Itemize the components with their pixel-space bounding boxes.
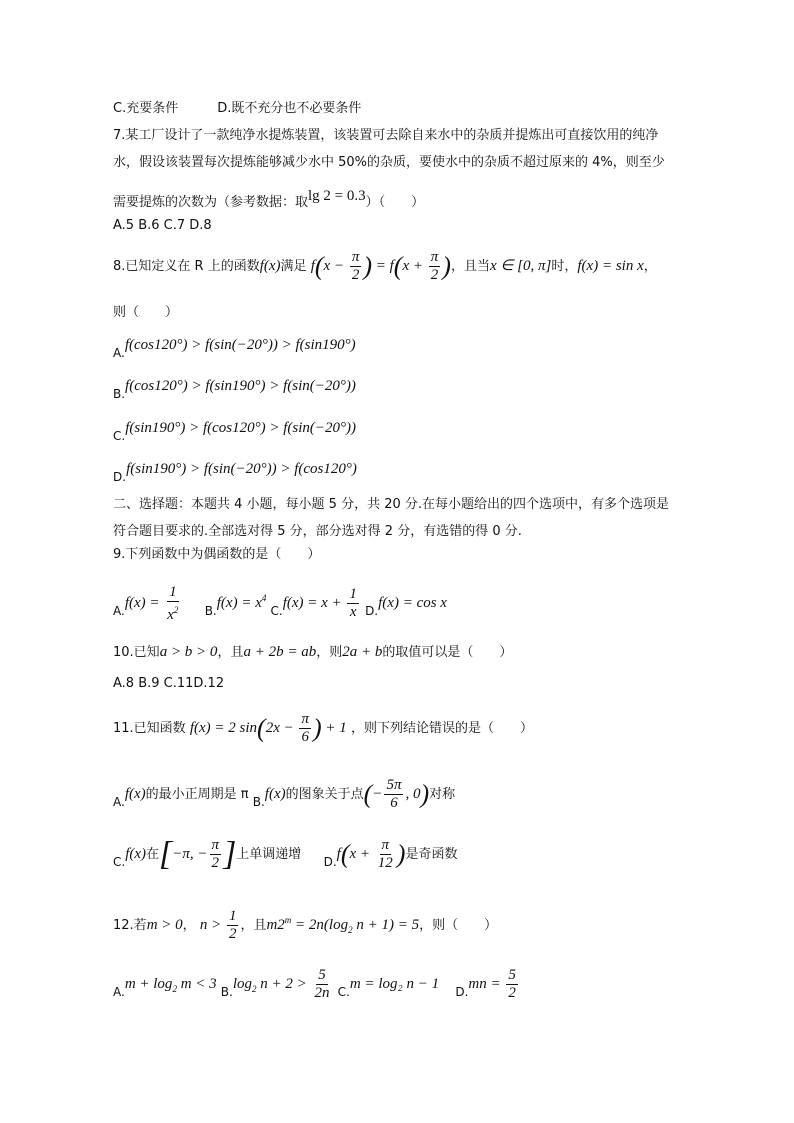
q7-reference-formula: lg 2 = 0.3 bbox=[308, 188, 366, 204]
q11-interval: [−π, − $\frac{\pi}{2}$ ] bbox=[159, 835, 237, 873]
q9-option-b: $f(x) = x^4$ bbox=[216, 593, 267, 611]
q11-shifted-function: f(x + $\frac{\pi}{12}$ ) bbox=[336, 837, 406, 872]
q10-options: A.8 B.9 C.11D.12 bbox=[113, 676, 225, 691]
q12-stem: 12.若m > 0， n > $\frac{1}{2}$ ，且$m2^m = 2n(\log_2$ n + 1) = 5，则（ ） bbox=[113, 908, 498, 943]
q12-n-condition: n > $\frac{1}{2}$ bbox=[199, 908, 237, 943]
q11-function: f(x) = 2 sin(2x − $\frac{\pi}{6}$ ) + 1 bbox=[189, 711, 347, 746]
q7-line3: 需要提炼的次数为（参考数据：取lg 2 = 0.3）（ ） bbox=[113, 188, 425, 210]
q6-options-cd: C.充要条件 D.既不充分也不必要条件 bbox=[113, 101, 362, 116]
q10-stem: 10.已知a > b > 0，且a + 2b = ab，则2a + b的取值可以是（ ） bbox=[113, 644, 513, 660]
q8-symmetry-equation: f(x − $\frac{\pi}{2}$ ) = f(x + $\frac{\pi}{2}$ ) bbox=[310, 249, 451, 284]
q8-option-c: C.f(sin190°) > f(cos120°) > f(sin(−20°)) bbox=[113, 420, 357, 443]
q12-option-b: $\log_2 n + 2$ > $\frac{5}{2n}$ bbox=[232, 967, 330, 1002]
q9-options: A.f(x) = $\frac{1}{x^2}$ $B.f(x) = x^4$ C.f(x) = x + $\frac{1}{x}$ D.f(x) = cos x bbox=[113, 583, 447, 623]
q7-line1: 7.某工厂设计了一款纯净水提炼装置，该装置可去除自来水中的杂质并提炼出可直接饮用的纯净 bbox=[113, 128, 659, 143]
q8-option-d: D.f(sin190°) > f(sin(−20°)) > f(cos120°) bbox=[113, 461, 357, 484]
q9-option-c: f(x) = x + $\frac{1}{x}$ bbox=[282, 586, 357, 621]
q8-option-a: A.f(cos120°) > f(sin(−20°)) > f(sin190°) bbox=[113, 337, 356, 360]
q12-option-c: m = log₂ n − 1 bbox=[349, 976, 440, 992]
q11-options-ab: A.f(x)的最小正周期是 π B.f(x)的图象关于点(− $\frac{5\pi}{6}$ , 0)对称 bbox=[113, 777, 456, 812]
section2-heading-line1: 二、选择题：本题共 4 小题，每小题 5 分，共 20 分.在每小题给出的四个选项中，有多个选项是 bbox=[113, 497, 670, 512]
q8-option-b: B.f(cos120°) > f(sin190°) > f(sin(−20°)) bbox=[113, 378, 356, 401]
q12-option-d: mn = $\frac{5}{2}$ bbox=[468, 967, 516, 1002]
q8-ask: 则（ ） bbox=[113, 305, 179, 320]
q9-option-a: f(x) = $\frac{1}{x^2}$ bbox=[124, 583, 179, 623]
q8-stem: 8.已知定义在 R 上的函数f(x)满足 f(x − $\frac{\pi}{2}$ ) = f(x + $\frac{\pi}{2}$ )，且当x ∈ [0, π]时，f(x) = sin x， bbox=[113, 249, 657, 284]
q12-equation: $m2^m = 2n(\log_2$ n + 1) = 5 bbox=[266, 915, 420, 935]
q7-options: A.5 B.6 C.7 D.8 bbox=[113, 218, 212, 233]
q9-option-d: f(x) = cos x bbox=[378, 595, 447, 611]
section2-heading-line2: 符合题目要求的.全部选对得 5 分，部分选对得 2 分，有选错的得 0 分. bbox=[113, 524, 522, 539]
q11-options-cd: C.f(x)在[−π, − $\frac{\pi}{2}$ ]上单调递增 D.f(x + $\frac{\pi}{12}$ )是奇函数 bbox=[113, 835, 458, 873]
q11-center-point: (− $\frac{5\pi}{6}$ , 0) bbox=[363, 777, 430, 812]
q11-stem: 11.已知函数 f(x) = 2 sin(2x − $\frac{\pi}{6}$ ) + 1 ，则下列结论错误的是（ ） bbox=[113, 711, 533, 746]
q9-stem: 9.下列函数中为偶函数的是（ ） bbox=[113, 547, 321, 562]
q7-line2: 水，假设该装置每次提炼能够减少水中 50%的杂质，要使水中的杂质不超过原来的 4%，则至少 bbox=[113, 155, 665, 170]
q12-option-a: $m + \log_2 m < 3$ bbox=[124, 976, 217, 994]
q12-options: $A.m + \log_2 m < 3$ $B.\log_2$ n + 2 > $\frac{5}{2n}$ C.m = log₂ n − 1 D.mn = $\frac{5}{2}$ bbox=[113, 962, 520, 1014]
